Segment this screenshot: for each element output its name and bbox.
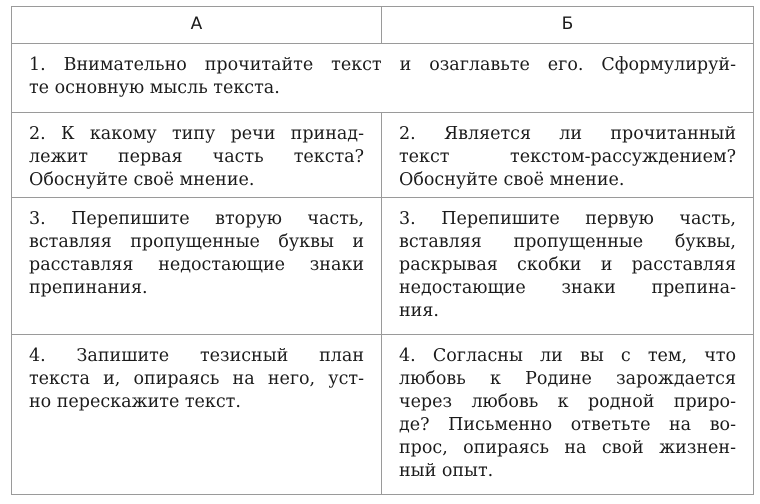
task-2-variant-a-cell — [12, 113, 382, 197]
task-4b-line: любовь к Родине зарождается — [399, 369, 736, 389]
task-3b-line: недостающие знаки препина- — [399, 278, 736, 298]
task-4b-line: прос, опираясь на свой жизнен- — [399, 438, 736, 458]
task-3-variant-b-cell — [382, 198, 753, 334]
task-4a-line: но перескажите текст. — [29, 392, 241, 412]
task-4a-line: текста и, опираясь на него, уст- — [29, 369, 364, 389]
table-row-task-4 — [12, 334, 753, 494]
task-3a-line: 3. Перепишите вторую часть, — [29, 209, 364, 229]
table-row-task-3 — [12, 197, 753, 334]
task-4b-line: де? Письменно ответьте на во- — [399, 415, 736, 435]
column-header-b: Б — [561, 14, 574, 34]
table-row-task-2 — [12, 112, 753, 197]
task-1-line: 1. Внимательно прочитайте текст и озаглавьте его. Сформулируй- — [29, 55, 736, 75]
task-4-variant-b-cell — [382, 335, 753, 494]
task-3a-line: расставляя недостающие знаки — [29, 255, 364, 275]
task-4a-line: 4. Запишите тезисный план — [29, 346, 364, 366]
task-3b-line: 3. Перепишите первую часть, — [399, 209, 736, 229]
task-3b-line: вставляя пропущенные буквы, — [399, 232, 736, 252]
task-1-shared-cell — [12, 44, 753, 112]
task-3b-line: ния. — [399, 301, 439, 321]
task-2a-line: лежит первая часть текста? — [29, 147, 364, 167]
task-2b-line: 2. Является ли прочитанный — [399, 124, 736, 144]
task-4b-line: через любовь к родной приро- — [399, 392, 736, 412]
task-3a-line: вставляя пропущенные буквы и — [29, 232, 364, 252]
assignment-table — [11, 6, 754, 495]
task-4b-line: ный опыт. — [399, 461, 494, 481]
task-1-line: те основную мысль текста. — [29, 78, 280, 98]
table-header-row — [12, 7, 753, 43]
table-row-task-1 — [12, 43, 753, 112]
task-4b-line: 4. Согласны ли вы с тем, что — [399, 346, 736, 366]
task-2b-line: Обоснуйте своё мнение. — [399, 170, 625, 190]
task-4-variant-a-cell — [12, 335, 382, 494]
task-3-variant-a-cell — [12, 198, 382, 334]
task-2-variant-b-cell — [382, 113, 753, 197]
task-2a-line: 2. К какому типу речи принад- — [29, 124, 364, 144]
task-2b-line: текст текстом-рассуждением? — [399, 147, 736, 167]
task-3a-line: препинания. — [29, 278, 148, 298]
task-3b-line: раскрывая скобки и расставляя — [399, 255, 736, 275]
column-header-a: А — [12, 7, 382, 43]
task-2a-line: Обоснуйте своё мнение. — [29, 170, 255, 190]
